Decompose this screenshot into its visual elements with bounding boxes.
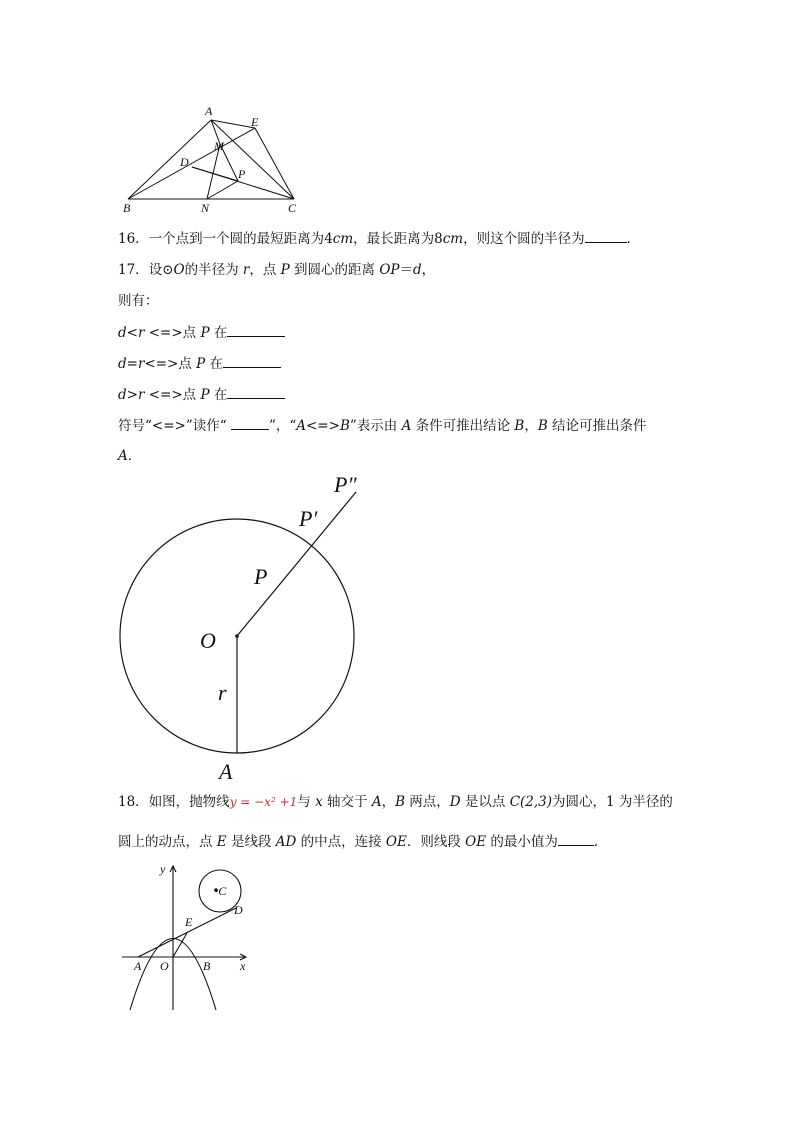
label-a: A (134, 959, 142, 973)
label-p: P (254, 564, 268, 589)
answer-blank[interactable] (231, 416, 269, 430)
label-p-double-prime: P″ (334, 472, 357, 497)
parabola-figure (118, 858, 258, 1018)
label-y-axis: y (160, 862, 166, 876)
question-16: 16．一个点到一个圆的最短距离为4cm，最长距离为8cm，则这个圆的半径为 ． (118, 231, 641, 247)
label-x-axis: x (240, 959, 246, 973)
answer-blank[interactable] (585, 229, 627, 243)
label-c: C (288, 201, 297, 215)
question-18-line2: 圆上的动点，点 E 是线段 AD 的中点，连接 OE．则线段 OE 的最小值为 ． (118, 834, 608, 850)
condition-outside: d>r <=>点 P 在 (118, 385, 285, 404)
condition-inside: d<r <=>点 P 在 (118, 323, 285, 342)
label-a: A (219, 759, 233, 784)
label-b: B (203, 959, 211, 973)
label-n: N (201, 201, 210, 215)
symbol-note: 符号“<=>”读作“ ”，“A<=>B”表示由 A 条件可推出结论 B，B 结论可推出条件 (118, 418, 647, 434)
label-b: B (123, 201, 131, 215)
label-r: r (218, 680, 227, 705)
label-p-prime: P′ (299, 506, 318, 531)
question-17-line1: 17．设⊙O的半径为 r，点 P 到圆心的距离 OP＝d， (118, 262, 436, 278)
condition-on: d=r<=>点 P 在 (118, 354, 281, 373)
label-e: E (251, 115, 259, 129)
label-m: M (214, 139, 224, 153)
circle-figure (110, 470, 370, 790)
label-c: •C (214, 884, 227, 898)
answer-blank[interactable] (223, 354, 281, 368)
answer-blank[interactable] (227, 323, 285, 337)
label-o: O (200, 628, 216, 653)
answer-blank[interactable] (558, 832, 594, 846)
triangle-figure (118, 100, 318, 215)
label-e: E (185, 915, 193, 929)
question-18-line1: 18．如图，抛物线y = −x² +1与 x 轴交于 A，B 两点，D 是以点 C(2,3)为圆心，1 为半径的 (118, 794, 673, 810)
label-o: O (160, 959, 169, 973)
label-d: D (180, 155, 189, 169)
label-p: P (238, 167, 246, 181)
symbol-note-end: A． (118, 448, 142, 464)
label-d: D (234, 903, 243, 917)
label-a: A (205, 104, 213, 118)
question-17-line2: 则有： (118, 293, 159, 309)
answer-blank[interactable] (227, 385, 285, 399)
